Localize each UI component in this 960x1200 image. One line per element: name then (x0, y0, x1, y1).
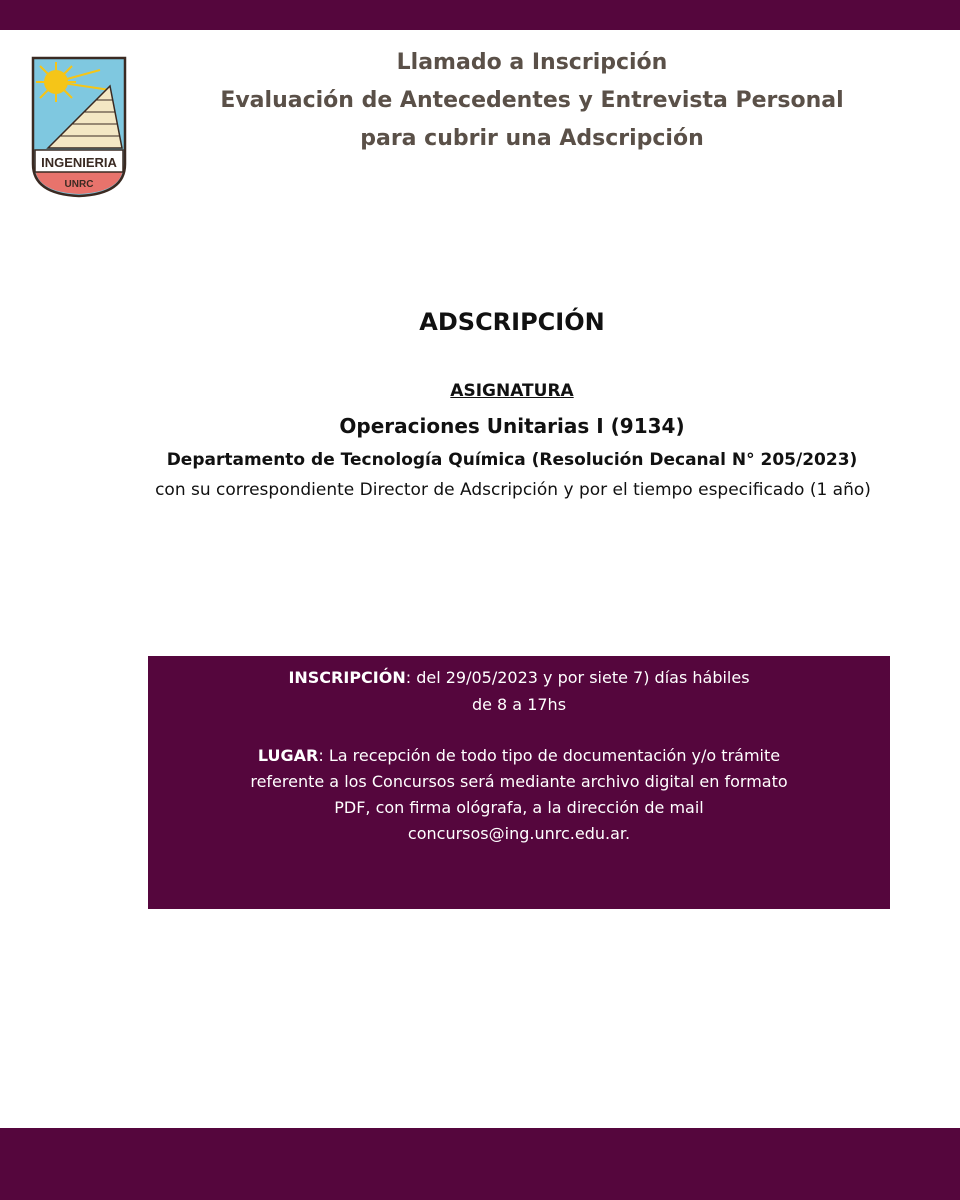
header (150, 44, 914, 158)
place-line-1 (148, 746, 890, 765)
department: Departamento de Tecnología Química (Resolución Decanal N° 205/2023) (166, 450, 858, 470)
inscription-line (148, 668, 890, 687)
header-line-3: para cubrir una Adscripción (360, 126, 704, 151)
place-line-3: PDF, con firma ológrafa, a la dirección de mail (334, 798, 704, 817)
top-bar (0, 0, 960, 30)
subject-detail: con su correspondiente Director de Adscripción y por el tiempo especificado (1 año) (155, 480, 871, 500)
place-text-1: : La recepción de todo tipo de documentación y/o trámite (318, 746, 781, 765)
inscription-text: : del 29/05/2023 y por siete 7) días hábiles (405, 668, 750, 687)
email-link[interactable]: concursos@ing.unrc.edu.ar. (407, 824, 631, 843)
subject-label: ASIGNATURA (450, 381, 574, 401)
header-line-2: Evaluación de Antecedentes y Entrevista Personal (220, 88, 844, 113)
place-line-2: referente a los Concursos será mediante archivo digital en formato (250, 772, 788, 791)
logo-banner-text: INGENIERIA (41, 155, 117, 170)
bottom-bar (0, 1128, 960, 1200)
subject-name: Operaciones Unitarias I (9134) (339, 414, 685, 438)
place-label: LUGAR (257, 746, 319, 765)
logo-sub-text: UNRC (64, 179, 94, 190)
header-line-1: Llamado a Inscripción (396, 50, 668, 75)
inscription-label: INSCRIPCIÓN (288, 668, 406, 687)
ingenieria-unrc-logo (30, 56, 128, 198)
section-title: ADSCRIPCIÓN (419, 308, 605, 336)
hours-line: de 8 a 17hs (471, 695, 567, 714)
info-box (148, 656, 890, 909)
